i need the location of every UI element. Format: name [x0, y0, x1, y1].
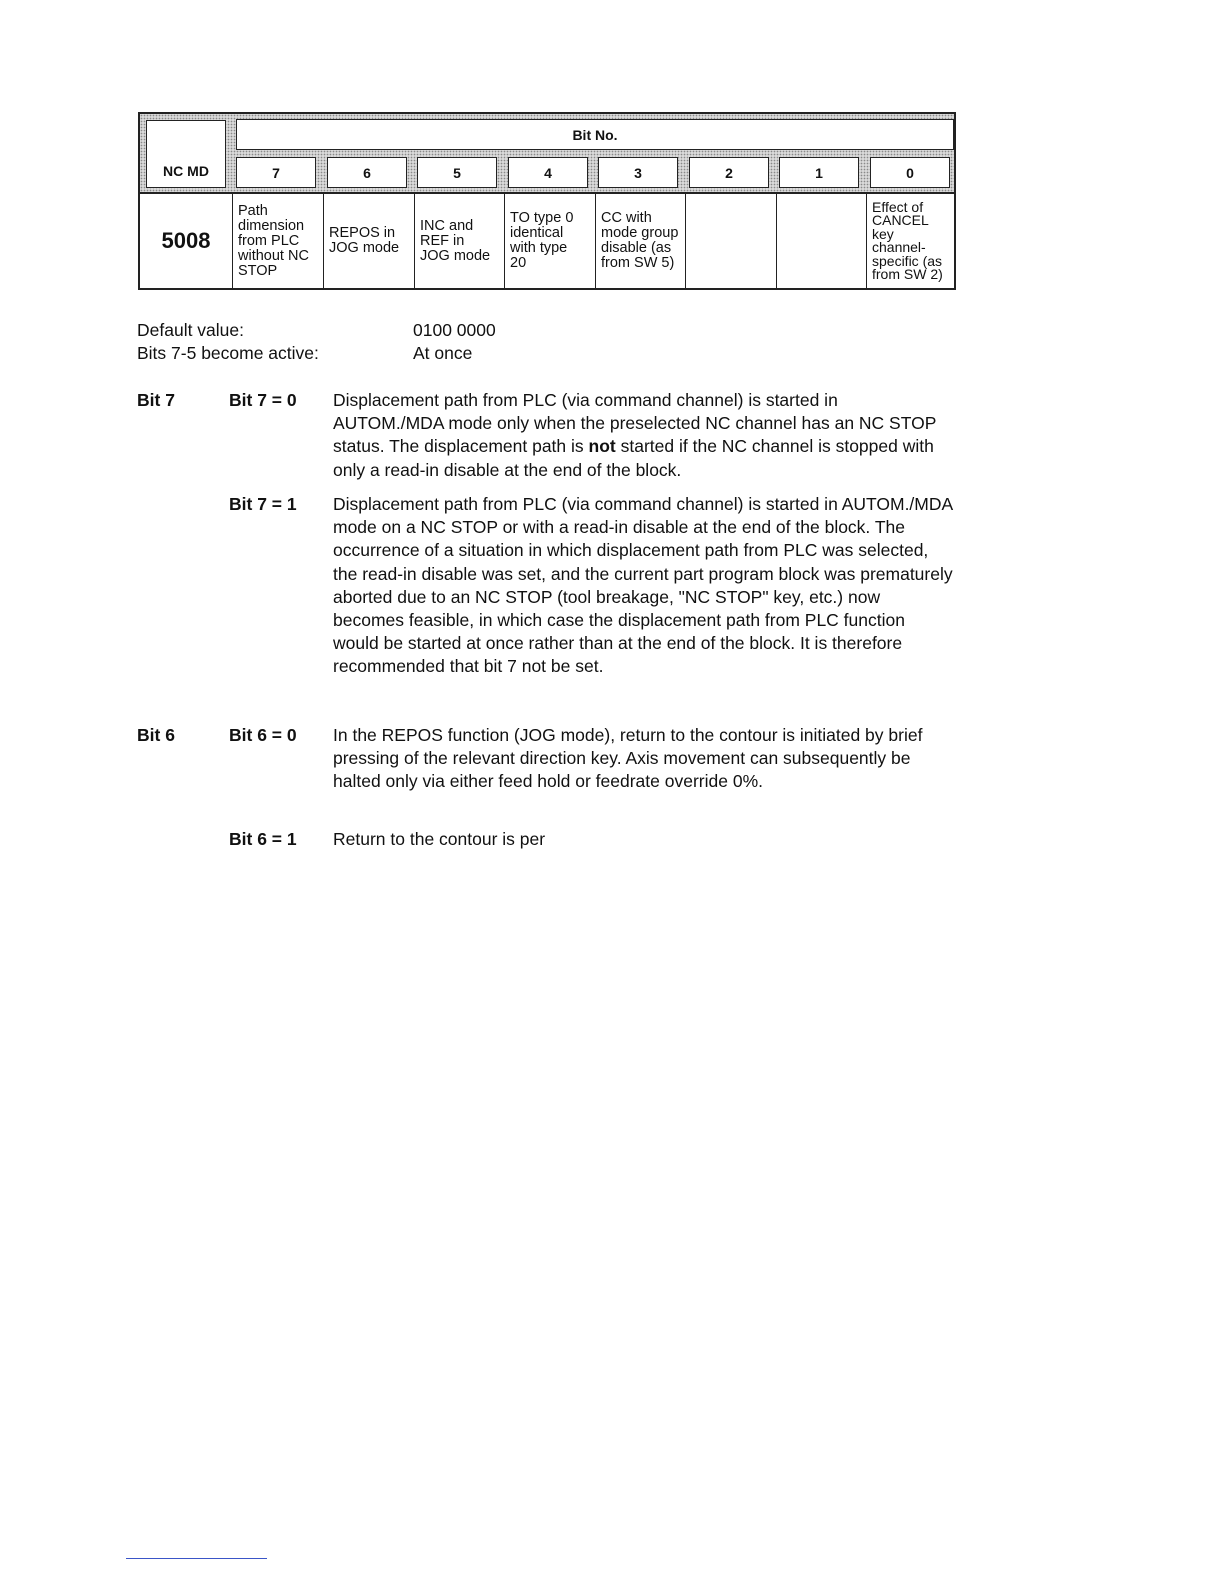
- bit-number-header: 1: [779, 157, 859, 188]
- bit7-case0-text: Displacement path from PLC (via command channel) is started in AUTOM./MDA mode only when the preselected NC channel has an NC STOP status. The displacement path is not started if the NC channel is stopped with only a read-in disable at the end of the block.: [333, 390, 937, 480]
- active-value: At once: [413, 343, 473, 363]
- nc-md-header: NC MD: [146, 120, 226, 188]
- bit-number-header: 0: [870, 157, 950, 188]
- md-number: 5008: [161, 228, 211, 253]
- bit-description-cell: CC with mode group disable (as from SW 5): [595, 194, 685, 288]
- bit-description-cell: REPOS in JOG mode: [323, 194, 414, 288]
- bit-description-cell: Path dimension from PLC without NC STOP: [232, 194, 323, 288]
- table-body-row: [140, 194, 954, 288]
- footnote-rule: [126, 1558, 267, 1559]
- bit7-heading: Bit 7: [137, 390, 175, 410]
- bit6-case1-text: Return to the contour is per: [333, 829, 546, 849]
- bit-number-header: 3: [598, 157, 678, 188]
- bit-number-header: 6: [327, 157, 407, 188]
- machine-data-table: [138, 112, 956, 290]
- bit7-case0-label: Bit 7 = 0: [229, 390, 297, 410]
- bit-number-header: 5: [417, 157, 497, 188]
- bit-no-header: Bit No.: [236, 119, 954, 150]
- active-label: Bits 7-5 become active:: [137, 343, 319, 363]
- bit-description-cell: [685, 194, 776, 288]
- default-value-label: Default value:: [137, 320, 245, 340]
- bit6-heading: Bit 6: [137, 725, 175, 745]
- bit6-case0-text: In the REPOS function (JOG mode), return to the contour is initiated by brief pressing of the relevant direction key. Axis movement can subsequently be halted only via either feed hold or feedrate override 0%.: [333, 725, 923, 792]
- bit7-case1-label: Bit 7 = 1: [229, 494, 297, 514]
- default-value: 0100 0000: [413, 320, 496, 340]
- bit-description-cell: Effect of CANCEL key channel- specific (as from SW 2): [866, 194, 954, 288]
- bit-description-cell: INC and REF in JOG mode: [414, 194, 504, 288]
- bit7-emphasis-not: not: [588, 436, 616, 457]
- bit6-case0-label: Bit 6 = 0: [229, 725, 297, 745]
- bit-description-cell: TO type 0 identical with type 20: [504, 194, 595, 288]
- bit-number-header: 4: [508, 157, 588, 188]
- bit7-case1-text: Displacement path from PLC (via command channel) is started in AUTOM./MDA mode on a NC STOP or with a read-in disable at the end of the block. The occurrence of a situation in which displacement path from PLC was selected, the read-in disable was set, and the current part program block was prematurely aborted due to an NC STOP (tool breakage, "NC STOP" key, etc.) now becomes feasible, in which case the displacement path from PLC function would be started at once rather than at the end of the block. It is therefore recommended that bit 7 not be set.: [333, 494, 953, 677]
- bit-number-header: 7: [236, 157, 316, 188]
- table-header: [140, 114, 954, 194]
- bit6-case1-label: Bit 6 = 1: [229, 829, 297, 849]
- bit-description-cell: [776, 194, 866, 288]
- bit-number-header: 2: [689, 157, 769, 188]
